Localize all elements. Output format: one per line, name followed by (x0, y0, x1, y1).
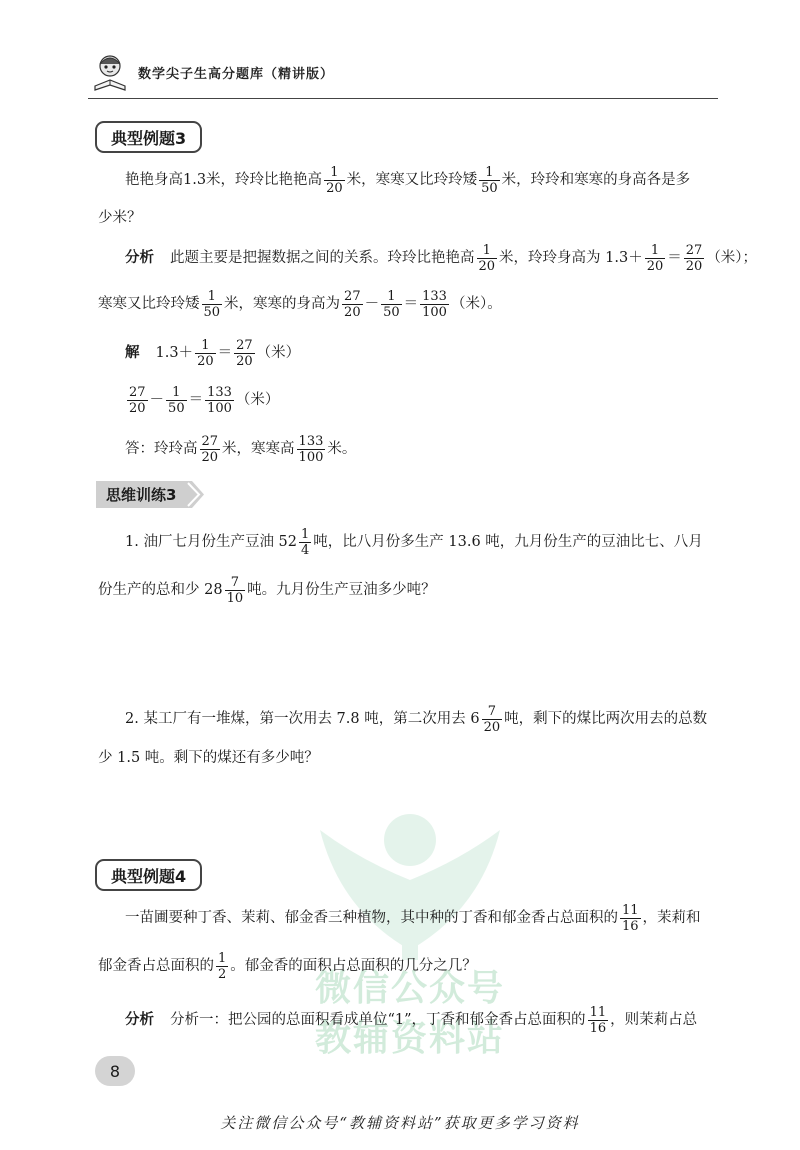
denominator: 50 (383, 304, 400, 320)
equals-sign: ＝ (667, 250, 682, 266)
numerator: 27 (236, 337, 253, 353)
analysis-label: 分析 (125, 1012, 154, 1028)
text: 米，玲玲身高为 1.3＋ (499, 250, 643, 266)
header-rule (88, 98, 718, 99)
solution-label: 解 (125, 345, 140, 361)
denominator: 20 (483, 719, 501, 735)
fraction (482, 704, 503, 735)
text: 答：玲玲高 (125, 441, 198, 457)
ex3-solution-line-2 (125, 380, 279, 420)
text: 此题主要是把握数据之间的关系。玲玲比艳艳高 (170, 250, 475, 266)
minus-sign: － (149, 392, 165, 408)
denominator: 4 (301, 542, 310, 558)
equals-sign: ＝ (188, 392, 204, 408)
numerator: 27 (129, 384, 146, 400)
text: 米，寒寒的身高为 (224, 296, 341, 312)
fraction (234, 338, 255, 369)
denominator: 20 (197, 353, 214, 369)
fraction (477, 243, 498, 274)
text: 1.3＋ (155, 345, 194, 361)
denominator: 100 (422, 304, 447, 320)
denominator: 50 (168, 400, 185, 416)
ex3-answer-line (125, 429, 356, 469)
fraction (588, 1005, 609, 1036)
fraction (420, 289, 449, 320)
ex3-analysis-line-2 (98, 284, 502, 324)
text: 少 1.5 吨。剩下的煤还有多少吨？ (98, 750, 319, 766)
ex3-question-line-1 (125, 160, 690, 200)
text: 一苗圃要种丁香、茉莉、郁金香三种植物，其中种的丁香和郁金香占总面积的 (125, 910, 618, 926)
fraction (684, 243, 705, 274)
text: 吨。九月份生产豆油多少吨？ (247, 582, 436, 598)
text: 吨，比八月份多生产 13.6 吨，九月份生产的豆油比七、八月 (313, 534, 703, 550)
denominator: 16 (622, 918, 639, 934)
denominator: 20 (201, 449, 219, 465)
fraction (225, 575, 246, 606)
text: 。郁金香的面积占总面积的几分之几？ (230, 958, 477, 974)
fraction (324, 165, 345, 196)
watermark-line-2: 教辅资料站 (314, 1018, 505, 1059)
numerator: 133 (207, 384, 232, 400)
text: 米，寒寒又比玲玲矮 (346, 172, 478, 188)
training-problem-1-line-2 (98, 570, 436, 610)
training-problem-1-line-1 (125, 522, 703, 562)
arrow-tab-icon (184, 481, 206, 508)
numerator: 27 (344, 288, 361, 304)
text: （米）； (706, 250, 758, 266)
ex3-question-line-2 (98, 198, 142, 238)
text: 吨，剩下的煤比两次用去的总数 (504, 711, 708, 727)
equals-sign: ＝ (217, 345, 233, 361)
text: 1. 油厂七月份生产豆油 52 (125, 534, 298, 550)
numerator: 7 (230, 574, 239, 590)
fraction (195, 338, 216, 369)
fraction (479, 165, 500, 196)
fraction (299, 527, 311, 558)
text: 艳艳身高1.3米，玲玲比艳艳高 (125, 172, 323, 188)
fraction (297, 434, 326, 465)
numerator: 133 (298, 433, 324, 449)
equals-sign: ＝ (403, 296, 419, 312)
text: （米）。 (450, 296, 502, 312)
example-4-heading (95, 859, 202, 891)
training-problem-2-line-2 (98, 738, 319, 778)
training-3-heading (96, 481, 206, 508)
fraction (620, 903, 641, 934)
fraction (202, 289, 223, 320)
denominator: 2 (218, 966, 227, 982)
denominator: 50 (203, 304, 221, 320)
numerator: 133 (422, 288, 447, 304)
text: 米，寒寒高 (222, 441, 295, 457)
book-title: 数学尖子生高分题库（精讲版） (138, 66, 335, 82)
text: 寒寒又比玲玲矮 (98, 296, 200, 312)
fraction (645, 243, 666, 274)
text: （米） (235, 392, 280, 408)
fraction (342, 289, 363, 320)
training-problem-2-line-1 (125, 699, 707, 739)
ex4-question-line-1 (125, 898, 701, 938)
text: ，茉莉和 (642, 910, 701, 926)
fraction (205, 385, 234, 416)
example-3-heading (95, 121, 202, 153)
numerator: 11 (622, 902, 639, 918)
numerator: 1 (387, 288, 396, 304)
text: 份生产的总和少 28 (98, 582, 223, 598)
numerator: 1 (485, 164, 494, 180)
denominator: 20 (326, 180, 343, 196)
numerator: 1 (301, 526, 310, 542)
numerator: 1 (650, 242, 660, 258)
numerator: 27 (685, 242, 703, 258)
numerator: 1 (482, 242, 491, 258)
text: 郁金香占总面积的 (98, 958, 214, 974)
numerator: 1 (330, 164, 339, 180)
ex4-analysis-line-1 (125, 1000, 697, 1040)
ex3-solution-line-1 (125, 333, 300, 373)
text: 分析一：把公园的总面积看成单位“1”，丁香和郁金香占总面积的 (170, 1012, 586, 1028)
text: （米） (256, 345, 301, 361)
denominator: 20 (478, 258, 496, 274)
numerator: 7 (487, 703, 496, 719)
watermark-line-1: 微信公众号 (314, 968, 505, 1009)
denominator: 20 (129, 400, 146, 416)
numerator: 11 (589, 1004, 607, 1020)
page-number: 8 (95, 1056, 135, 1086)
fraction (200, 434, 221, 465)
text: ，则茉莉占总 (610, 1012, 698, 1028)
denominator: 100 (298, 449, 324, 465)
text: 米，玲玲和寒寒的身高各是多 (501, 172, 691, 188)
fraction (381, 289, 402, 320)
mascot-reading-icon (90, 52, 130, 92)
footer-note: 关注微信公众号“教辅资料站”获取更多学习资料 (220, 1114, 580, 1132)
denominator: 10 (226, 590, 244, 606)
denominator: 16 (589, 1020, 607, 1036)
numerator: 1 (207, 288, 216, 304)
denominator: 20 (646, 258, 664, 274)
text: 米。 (327, 441, 357, 457)
denominator: 20 (236, 353, 253, 369)
minus-sign: － (364, 296, 380, 312)
example-3-title: 典型例题3 (111, 128, 187, 148)
text: 2. 某工厂有一堆煤，第一次用去 7.8 吨，第二次用去 6 (125, 711, 480, 727)
numerator: 1 (218, 950, 227, 966)
running-header (90, 50, 334, 94)
example-4-title: 典型例题4 (111, 866, 187, 886)
numerator: 1 (172, 384, 181, 400)
numerator: 1 (201, 337, 210, 353)
denominator: 50 (481, 180, 498, 196)
fraction (216, 951, 228, 982)
text: 少米？ (98, 210, 142, 226)
analysis-label: 分析 (125, 250, 154, 266)
numerator: 27 (201, 433, 219, 449)
training-3-title: 思维训练3 (96, 481, 184, 508)
fraction (127, 385, 148, 416)
fraction (166, 385, 187, 416)
denominator: 20 (344, 304, 361, 320)
ex3-analysis-line-1 (125, 238, 757, 278)
denominator: 20 (685, 258, 703, 274)
denominator: 100 (207, 400, 232, 416)
ex4-question-line-2 (98, 946, 477, 986)
